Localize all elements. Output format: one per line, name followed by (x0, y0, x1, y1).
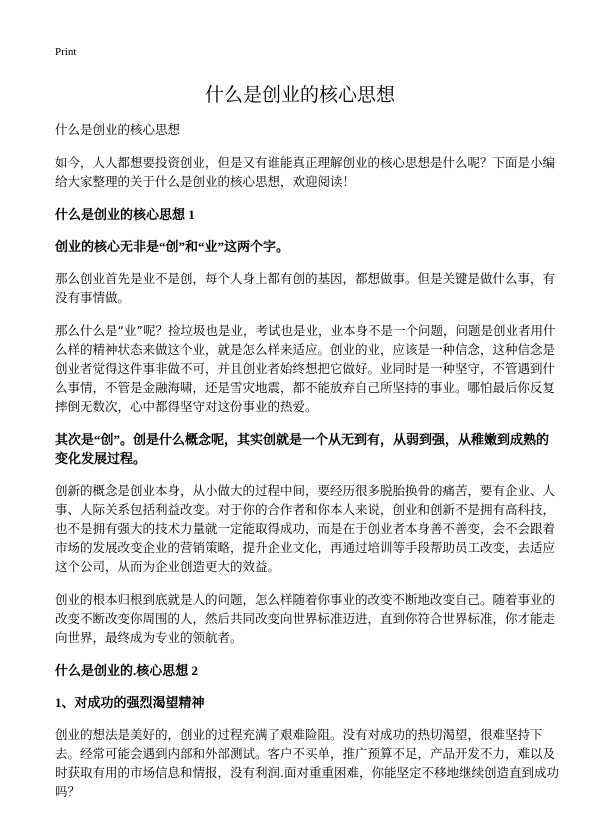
article-body (55, 121, 560, 815)
paragraph-1: 那么创业首先是业不是创，每个人身上都有创的基因，都想做事。但是关键是做什么事，有没有事情做。 (55, 271, 556, 305)
page-title: 什么是创业的核心思想 (204, 84, 395, 106)
section-2-heading: 什么是创业的.核心思想 2 (55, 663, 199, 678)
intro-paragraph: 如今，人人都想要投资创业，但是又有谁能真正理解创业的核心思想是什么呢？下面是小编给大家整理的关于什么是创业的核心思想，欢迎阅读！ (55, 155, 556, 189)
paragraph-5: 创业的想法是美好的，创业的过程充满了艰难险阻。没有对成功的热切渴望，很难坚持下去。经常可能会遇到内部和外部测试。客户不买单，推广预算不足，产品开发不力，难以及时获取有用的市场信息和情报，没有利润.面对重重困难，你能坚定不移地继续创造直到成功吗？ (55, 727, 559, 799)
innovation-heading: 其次是“创”。创是什么概念呢，其实创就是一个从无到有，从弱到强，从稚嫩到成熟的变化发展过程。 (55, 432, 550, 466)
paragraph-4: 创业的根本归根到底就是人的问题，怎么样随着你事业的改变不断地改变自己。随着事业的改变不断改变你周围的人，然后共同改变向世界标准迈进，直到你符合世界标准，你才能走向世界，最终成为专业的领航者。 (55, 592, 556, 645)
section-1-heading: 什么是创业的核心思想 1 (55, 207, 195, 222)
section-2-point: 1、对成功的强烈渴望精神 (55, 695, 205, 710)
paragraph-2: 那么什么是“业”呢？捡垃圾也是业，考试也是业，业本身不是一个问题，问题是创业者用什么样的精神状态来做这个业，就是怎么样来适应。创业的业，应该是一种信念，这种信念是创业者觉得这件事非做不可，并且创业者始终想把它做好。业同时是一种坚守，不管遇到什么事情，不管是金融海啸，还是雪灾地震，都不能放弃自己所坚持的事业。哪怕最后你反复摔倒无数次，心中都得坚守对这份事业的热爱。 (55, 323, 556, 414)
section-1-point: 创业的核心无非是“创”和“业”这两个字。 (55, 239, 290, 254)
paragraph-3: 创新的概念是创业本身，从小做大的过程中间，要经历很多脱胎换骨的痛苦，要有企业、人事、人际关系包括利益改变。对于你的合作者和你本人来说，创业和创新不是拥有高科技，也不是拥有强大的技术力量就一定能取得成功，而是在于创业者本身善不善变，会不会跟着市场的发展改变企业的营销策略，提升企业文化，再通过培训等手段帮助员工改变，去适应这个公司，从而为企业创造更大的效益。 (55, 483, 556, 574)
print-link[interactable]: Print (55, 46, 77, 58)
article-subtitle: 什么是创业的核心思想 (55, 122, 181, 137)
